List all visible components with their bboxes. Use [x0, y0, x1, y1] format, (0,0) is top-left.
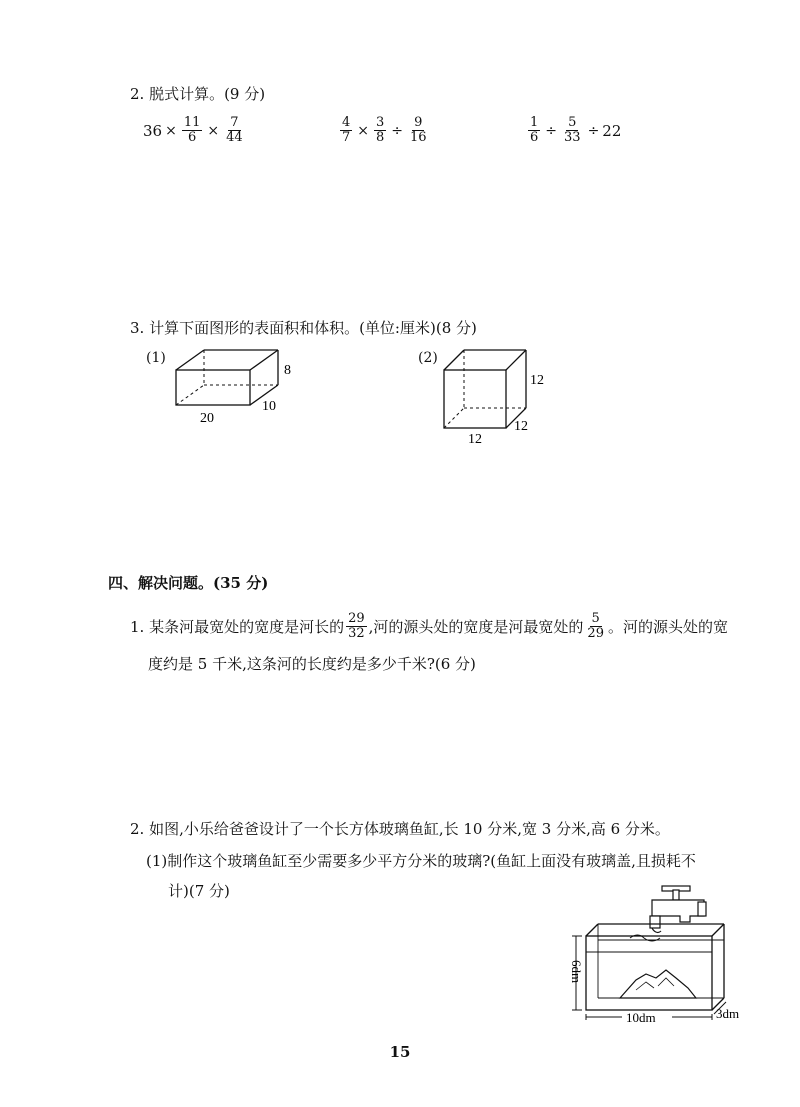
- numerator: 5: [591, 611, 600, 626]
- numerator: 3: [376, 115, 385, 130]
- rock-icon: [620, 970, 696, 998]
- cuboid-edge: [250, 350, 278, 370]
- denominator: 6: [187, 130, 197, 145]
- denominator: 6: [530, 130, 539, 145]
- figure-2-label: (2): [418, 350, 438, 366]
- fraction: [374, 116, 386, 145]
- operator: ÷: [545, 122, 558, 139]
- problem-2-sub-1-line-1: (1)制作这个玻璃鱼缸至少需要多少平方分米的玻璃?(鱼缸上面没有玻璃盖,且损耗不: [146, 852, 696, 870]
- numerator: 5: [568, 115, 577, 130]
- operator: ×: [165, 122, 177, 139]
- q2-expression-3: [526, 116, 621, 145]
- tank-front-face: [586, 936, 712, 1010]
- height-label: 8: [284, 363, 291, 378]
- numerator: 9: [414, 115, 423, 130]
- denominator: 16: [410, 130, 427, 145]
- page-number: 15: [389, 1043, 411, 1061]
- cube-figure-2: [440, 342, 560, 446]
- length-label: 20: [200, 411, 214, 426]
- numerator: 4: [342, 115, 351, 130]
- edge-label: 12: [468, 432, 482, 446]
- width-label: 10: [262, 399, 276, 414]
- denominator: 33: [564, 130, 581, 145]
- tank-edge: [712, 924, 724, 936]
- numerator: 29: [348, 611, 365, 626]
- fish-tank-figure: [560, 878, 750, 1026]
- denominator: 32: [348, 626, 365, 641]
- fraction: [562, 116, 583, 145]
- hidden-edge: [176, 385, 204, 405]
- cube-edge: [444, 350, 464, 370]
- fraction: [408, 116, 429, 145]
- operator: ÷: [587, 122, 600, 139]
- operator: ÷: [391, 122, 404, 139]
- problem-2-sub-1-line-2: 计)(7 分): [168, 882, 230, 900]
- tank-edge: [586, 924, 598, 936]
- figure-1-label: (1): [146, 350, 166, 366]
- q2-title: 2. 脱式计算。(9 分): [130, 85, 266, 103]
- tank-width-label: 3dm: [716, 1006, 740, 1021]
- problem-1-text: ,河的源头处的宽度是河最宽处的: [368, 617, 584, 636]
- cuboid-edge: [176, 350, 204, 370]
- denominator: 7: [342, 130, 351, 145]
- numerator: 7: [230, 115, 239, 130]
- hidden-edge: [444, 408, 464, 428]
- fraction: [528, 116, 540, 145]
- fraction: [346, 612, 367, 641]
- faucet-icon: [650, 886, 706, 932]
- tank-length-label: 10dm: [626, 1010, 656, 1025]
- operator: ×: [357, 122, 370, 139]
- integer: 36: [143, 121, 163, 140]
- cuboid-front-face: [176, 370, 250, 405]
- problem-1-text: 1. 某条河最宽处的宽度是河长的: [130, 617, 345, 636]
- fraction: [182, 116, 203, 145]
- q3-title: 3. 计算下面图形的表面积和体积。(单位:厘米)(8 分): [130, 319, 477, 337]
- section-4-heading: 四、解决问题。(35 分): [108, 574, 269, 592]
- q2-expression-2: [338, 116, 431, 145]
- fraction: [585, 612, 606, 641]
- edge-label: 12: [530, 373, 544, 388]
- fraction: [224, 116, 245, 145]
- fraction: [340, 116, 352, 145]
- denominator: 44: [226, 130, 243, 145]
- operator: ×: [207, 122, 220, 139]
- denominator: 8: [376, 130, 385, 145]
- cuboid-figure-1: [170, 346, 310, 430]
- problem-1-line-2: 度约是 5 千米,这条河的长度约是多少千米?(6 分): [148, 655, 476, 673]
- denominator: 29: [587, 626, 604, 641]
- integer: 22: [602, 121, 622, 140]
- edge-label: 12: [514, 419, 528, 434]
- numerator: 1: [530, 115, 539, 130]
- numerator: 11: [183, 115, 201, 130]
- cube-edge: [506, 350, 526, 370]
- q2-expression-1: [143, 116, 247, 145]
- problem-2-line-1: 2. 如图,小乐给爸爸设计了一个长方体玻璃鱼缸,长 10 分米,宽 3 分米,高 6 分米。: [130, 820, 670, 838]
- problem-1-line-1: [130, 612, 728, 641]
- tank-height-label: 6dm: [569, 960, 584, 984]
- problem-1-text: 。河的源头处的宽: [607, 617, 728, 636]
